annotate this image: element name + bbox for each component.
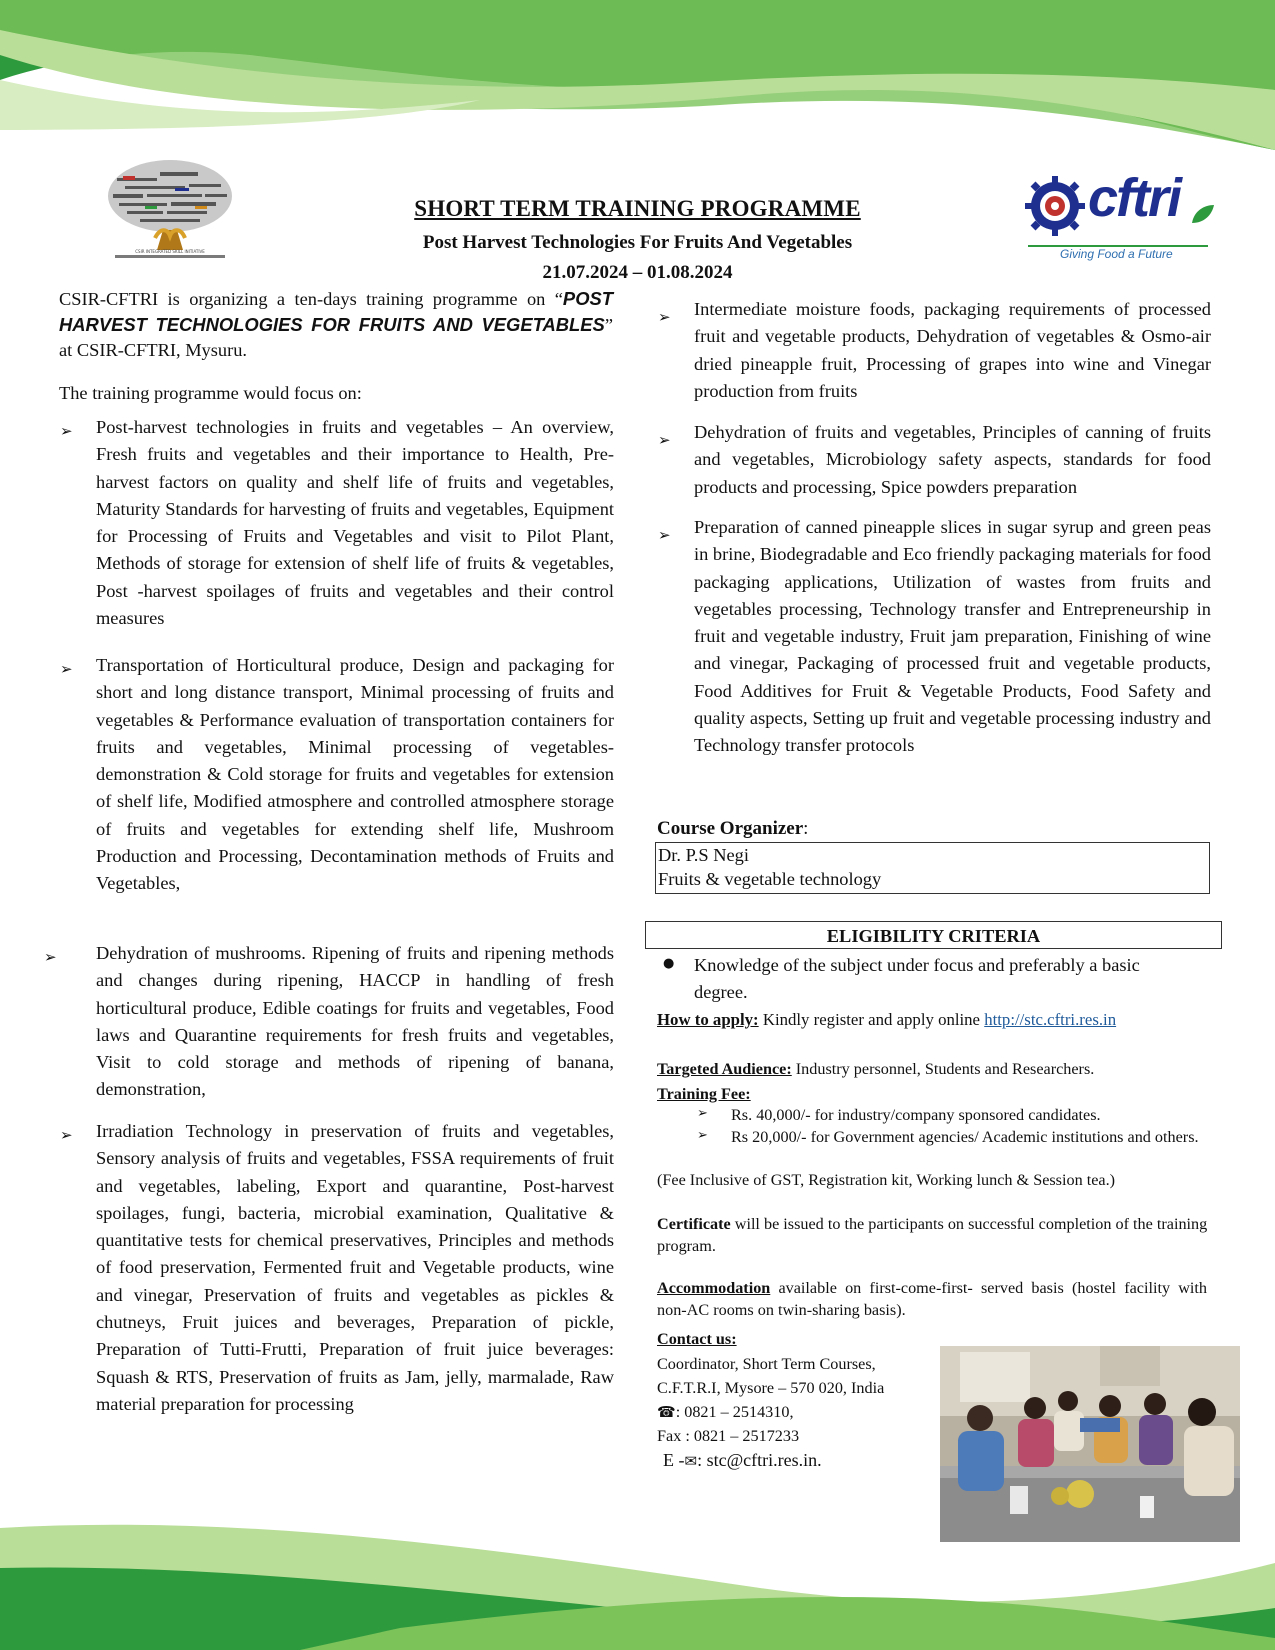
organizer-name: Dr. P.S Negi <box>658 845 749 865</box>
programme-dates: 21.07.2024 – 01.08.2024 <box>542 262 733 283</box>
right-bullet-item: Dehydration of fruits and vegetables, Principles of canning of fruits and vegetables, Microbiology safety aspects, standards for food products and processing, Spice powders preparation <box>694 422 1211 497</box>
contact-line-2: C.F.T.R.I, Mysore – 570 020, India <box>657 1379 885 1397</box>
course-organizer-box <box>655 842 1210 894</box>
apply-link[interactable]: http://stc.cftri.res.in <box>984 1010 1117 1029</box>
contact-line-1: Coordinator, Short Term Courses, <box>657 1355 876 1373</box>
bullet-arrow-icon: ➢ <box>658 308 671 326</box>
targeted-audience-label: Targeted Audience: <box>657 1060 792 1078</box>
intro-programme-name: POST HARVEST TECHNOLOGIES FOR FRUITS AND VEGETABLES <box>59 288 613 335</box>
accommodation-text: available on first-come-first- served basis (hostel facility with non-AC rooms on twin-sharing basis). <box>657 1279 1207 1319</box>
cftri-tagline: Giving Food a Future <box>1060 247 1173 261</box>
bullet-arrow-icon: ➢ <box>697 1106 708 1121</box>
bullet-arrow-icon: ➢ <box>60 422 73 440</box>
accommodation-label: Accommodation <box>657 1279 771 1297</box>
focus-heading: The training programme would focus on: <box>59 383 362 403</box>
eligibility-heading: ELIGIBILITY CRITERIA <box>645 921 1222 949</box>
fee-item: Rs. 40,000/- for industry/company sponsored candidates. <box>731 1106 1101 1124</box>
intro-paragraph <box>59 286 613 363</box>
organizer-department: Fruits & vegetable technology <box>658 869 882 889</box>
contact-fax: Fax : 0821 – 2517233 <box>657 1427 800 1445</box>
right-bullet-item: Intermediate moisture foods, packaging requirements of processed fruit and vegetable products, Dehydration of vegetables & Osmo-air dried pineapple fruit, Processing of grapes into wine and Vinegar production from fruits <box>694 299 1211 401</box>
phone-icon: ☎ <box>657 1403 676 1421</box>
intro-tail: ” at CSIR-CFTRI, Mysuru. <box>59 315 613 360</box>
contact-details <box>657 1352 884 1473</box>
targeted-audience-text: Industry personnel, Students and Researchers. <box>791 1060 1095 1078</box>
left-bullet-item: Irradiation Technology in preservation of fruits and vegetables, Sensory analysis of fruits and vegetables, FSSA requirements of fruit and vegetables, labeling, Export and quarantine, Post-harvest spoilages, fungi, bacteria, microbial examination, Qualitative & quantitative tests for chemical preservatives, Principles and methods of food preservation, Fermented fruit and Vegetable products, wine and vinegar, Preservation of fruits and vegetables as pickles & chutneys, Fruit juices and beverages, Preparation of pickle, Preparation of Tutti-Frutti, Preparation of fruit juice beverages: Squash & RTS, Preservation of fruits as Jam, jelly, marmalade, Raw material preparation for processing <box>96 1121 614 1414</box>
contact-phone: ☎: 0821 – 2514310, <box>657 1403 794 1421</box>
right-bullet-item: Preparation of canned pineapple slices in sugar syrup and green peas in brine, Biodegradable and Eco friendly packaging materials for food packaging applications, Utilization of wastes from fruits and vegetables processing, Technology transfer and Entrepreneurship in fruit and vegetable industry, Fruit jam preparation, Finishing of wine and vinegar, Packaging of processed fruit and vegetable products, Food Additives for Fruit & Vegetable Products, Food Safety and quality aspects, Setting up fruit and vegetable processing industry and Technology transfer protocols <box>694 517 1211 756</box>
eligibility-bullet-icon: ● <box>663 956 675 971</box>
left-bullet-item: Transportation of Horticultural produce, Design and packaging for short and long distance transport, Minimal processing of fruits and vegetables & Performance evaluation of transportation containers for fruits and vegetables, Minimal processing of vegetables-demonstration & Cold storage for fruits and vegetables for extension of shelf life, Modified atmosphere and controlled atmosphere storage of fruits and vegetables for extending shelf life, Mushroom Production and Processing, Decontamination methods of Fruits and Vegetables, <box>96 655 614 894</box>
certificate-text: will be issued to the participants on successful completion of the training program. <box>657 1215 1208 1255</box>
left-logo-caption: CSIR INTEGRATED SKILL INITIATIVE <box>135 249 205 254</box>
contact-label: Contact us: <box>657 1330 737 1348</box>
fee-item: Rs 20,000/- for Government agencies/ Academic institutions and others. <box>731 1128 1199 1146</box>
left-bullet-item: Dehydration of mushrooms. Ripening of fruits and ripening methods and changes during ripening, HACCP in handling of fresh horticultural produce, Edible coatings for fruits and vegetables, Food laws and Quarantine requirements for fresh fruits and vegetables, Visit to cold storage and methods of ripening of banana, demonstration, <box>96 943 614 1100</box>
targeted-audience <box>657 1058 1217 1080</box>
training-fee-label: Training Fee: <box>657 1085 751 1103</box>
bullet-arrow-icon: ➢ <box>697 1128 708 1143</box>
mail-icon: ✉ <box>684 1452 698 1470</box>
bullet-arrow-icon: ➢ <box>44 948 57 966</box>
page-title: SHORT TERM TRAINING PROGRAMME <box>414 196 861 221</box>
fee-note: (Fee Inclusive of GST, Registration kit, Working lunch & Session tea.) <box>657 1171 1116 1189</box>
left-bullet-item: Post-harvest technologies in fruits and vegetables – An overview, Fresh fruits and vegetables and their importance to Health, Pre-harvest factors on quality and shelf life of fruits and vegetables, Maturity Standards for harvesting of fruits and vegetables, Equipment for Processing of Fruits and Vegetables and visit to Pilot Plant, Methods of storage for extension of shelf life of fruits & vegetables, Post -harvest spoilages of fruits and vegetables and their control measures <box>96 417 614 629</box>
bullet-arrow-icon: ➢ <box>60 660 73 678</box>
course-organizer-label: Course Organizer: <box>657 818 809 839</box>
training-session-photo <box>940 1346 1240 1542</box>
bullet-arrow-icon: ➢ <box>658 526 671 544</box>
eligibility-item: Knowledge of the subject under focus and preferably a basic degree. <box>694 955 1140 1002</box>
how-to-apply-text: Kindly register and apply online <box>758 1010 985 1029</box>
accommodation-info <box>657 1277 1207 1321</box>
programme-subtitle: Post Harvest Technologies For Fruits And Vegetables <box>422 232 853 253</box>
certificate-info <box>657 1213 1235 1257</box>
certificate-label: Certificate <box>657 1215 731 1233</box>
contact-email: E -✉: stc@cftri.res.in. <box>663 1450 822 1470</box>
bullet-arrow-icon: ➢ <box>658 431 671 449</box>
how-to-apply <box>657 1009 1217 1031</box>
cftri-wordmark: cftri <box>1088 168 1181 228</box>
intro-lead: CSIR-CFTRI is organizing a ten-days training programme on “ <box>59 289 563 309</box>
top-wave-decoration <box>0 0 1275 150</box>
bullet-arrow-icon: ➢ <box>60 1126 73 1144</box>
how-to-apply-label: How to apply: <box>657 1010 759 1029</box>
